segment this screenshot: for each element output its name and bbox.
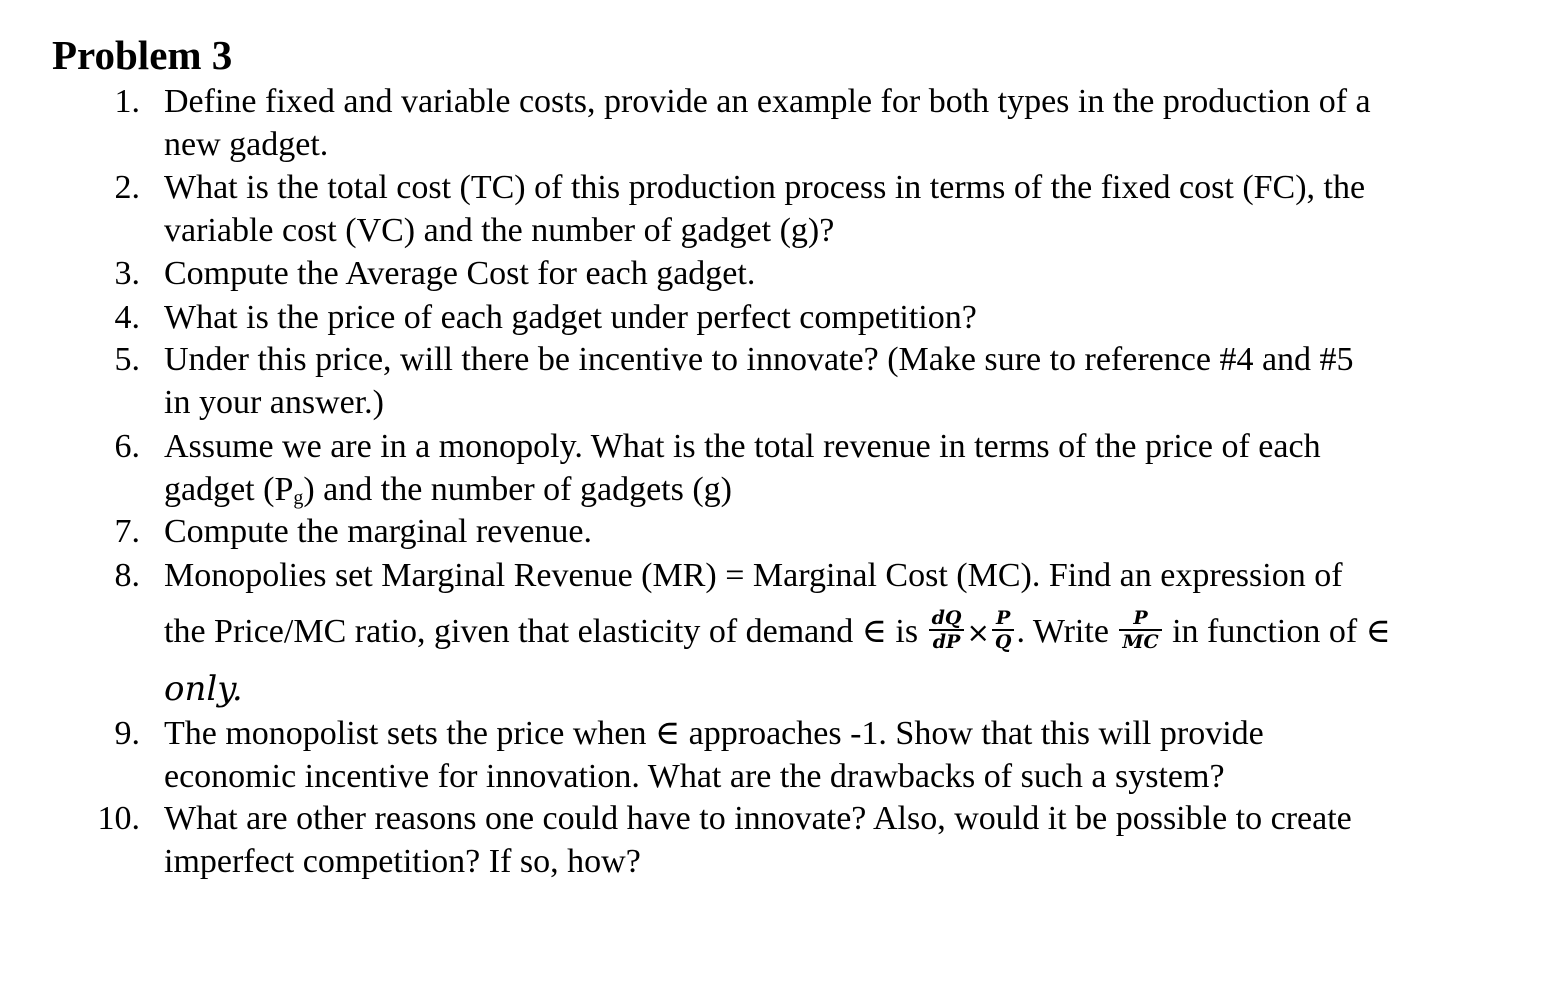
- question-number: 9.: [114, 715, 140, 752]
- subscript-g: g: [293, 487, 304, 509]
- times-symbol: ×: [966, 616, 990, 649]
- question-text-segment: the Price/MC ratio, given that elasticity of demand ∈ is: [164, 613, 919, 650]
- question-text-line: What is the total cost (TC) of this production process in terms of the fixed cost (FC), the: [164, 169, 1366, 206]
- question-text-line: Assume we are in a monopoly. What is the total revenue in terms of the price of each: [164, 428, 1321, 465]
- fraction-p-q: [992, 607, 1015, 653]
- question-number: 6.: [114, 428, 140, 465]
- question-text-line: What is the price of each gadget under perfect competition?: [164, 299, 977, 336]
- question-number: 1.: [114, 83, 140, 120]
- fraction-numerator: P: [992, 607, 1015, 631]
- question-number: 4.: [114, 299, 140, 336]
- question-text-line: Monopolies set Marginal Revenue (MR) = Marginal Cost (MC). Find an expression of: [164, 557, 1343, 594]
- question-text-line: new gadget.: [164, 126, 329, 163]
- question-text-segment: gadget (P: [164, 471, 294, 508]
- fraction-denominator: dP: [932, 631, 961, 654]
- question-text-segment: ) and the number of gadgets (g): [303, 471, 732, 508]
- question-number: 5.: [114, 341, 140, 378]
- fraction-p-mc: [1119, 607, 1161, 653]
- fraction-numerator: P: [1119, 607, 1161, 631]
- fraction-dq-dp: [929, 607, 965, 653]
- question-text-line: economic incentive for innovation. What are the drawbacks of such a system?: [164, 758, 1225, 795]
- question-text-segment: in function of ∈: [1172, 613, 1391, 650]
- question-number: 3.: [114, 255, 140, 292]
- question-text-line: Compute the Average Cost for each gadget.: [164, 255, 756, 292]
- fraction-denominator: MC: [1122, 631, 1159, 654]
- question-text-line-italic: only.: [164, 669, 243, 709]
- question-text-line: Compute the marginal revenue.: [164, 513, 593, 550]
- question-text-line: variable cost (VC) and the number of gadget (g)?: [164, 212, 835, 249]
- question-text-line: in your answer.): [164, 384, 385, 421]
- question-text-line: [164, 607, 1391, 657]
- question-text-line: imperfect competition? If so, how?: [164, 843, 641, 880]
- question-text-line: What are other reasons one could have to innovate? Also, would it be possible to create: [164, 800, 1352, 837]
- fraction-denominator: Q: [994, 631, 1012, 654]
- question-text-line: Under this price, will there be incentive to innovate? (Make sure to reference #4 and #5: [164, 341, 1354, 378]
- fraction-numerator: dQ: [929, 607, 965, 631]
- question-number: 10.: [97, 800, 140, 837]
- question-text-line: The monopolist sets the price when ∈ approaches -1. Show that this will provide: [164, 715, 1264, 752]
- question-number: 2.: [114, 169, 140, 206]
- problem-title: Problem 3: [52, 32, 233, 78]
- question-number: 7.: [114, 513, 140, 550]
- question-number: 8.: [114, 557, 140, 594]
- question-text-segment: . Write: [1016, 613, 1109, 650]
- question-text-line: Define fixed and variable costs, provide an example for both types in the production of a: [164, 83, 1371, 120]
